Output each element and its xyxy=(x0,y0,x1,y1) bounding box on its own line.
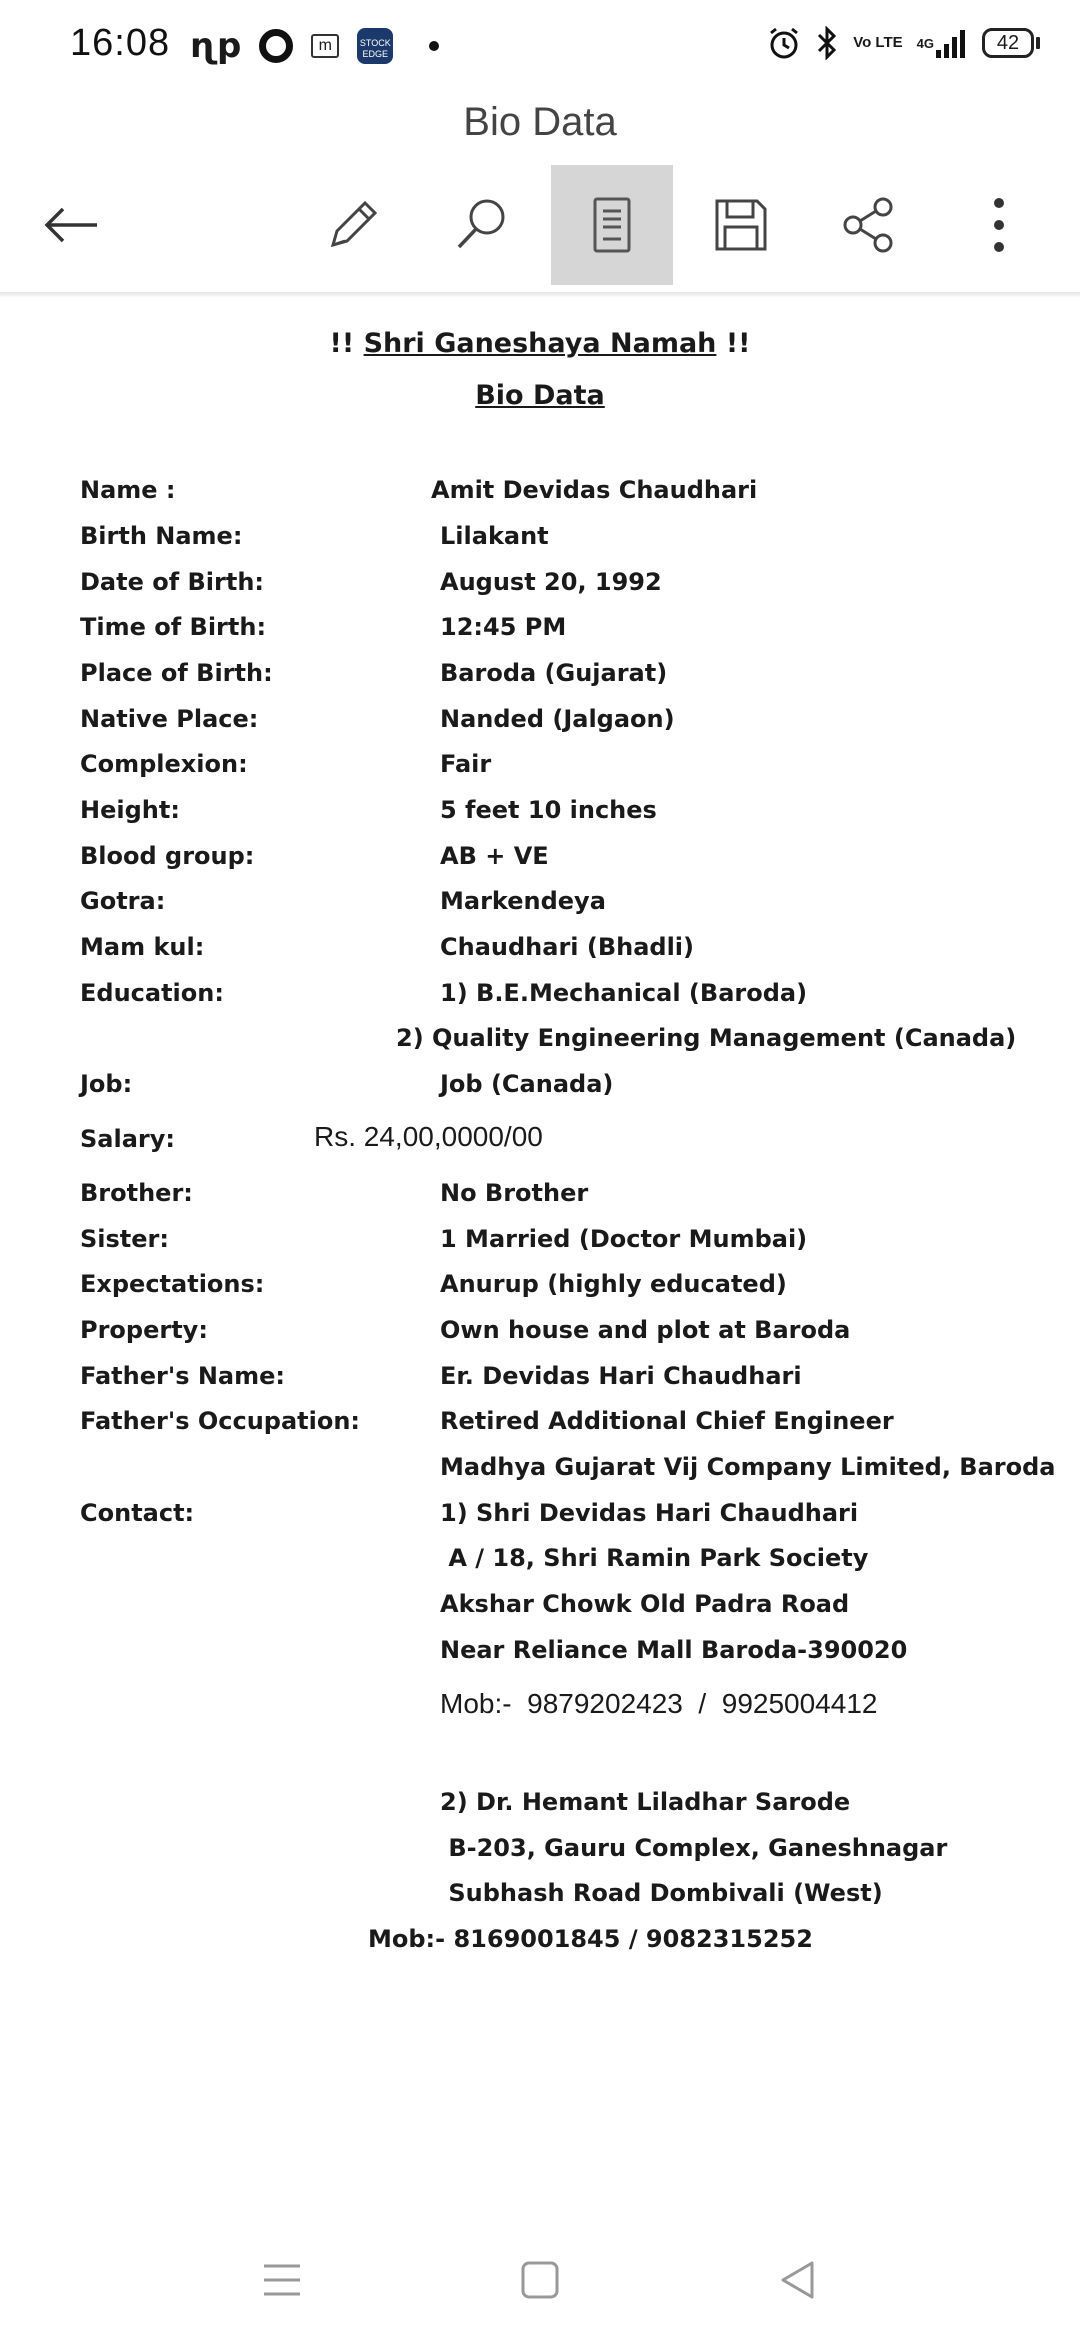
row-label: Mam kul: xyxy=(80,933,205,961)
invocation-line xyxy=(0,328,1080,359)
system-nav-bar xyxy=(0,2220,1080,2330)
row-value: 2) Dr. Hemant Liladhar Sarode xyxy=(440,1788,851,1816)
row-value: Markendeya xyxy=(440,887,606,915)
edit-button[interactable] xyxy=(292,165,414,285)
row-label: Sister: xyxy=(80,1225,169,1253)
back-nav-button[interactable] xyxy=(768,2250,828,2310)
volte-icon: Vo LTE xyxy=(853,34,903,51)
row-label: Place of Birth: xyxy=(80,659,273,687)
row-value: Lilakant xyxy=(440,522,549,550)
salary-value: Rs. 24,00,0000/00 xyxy=(314,1121,543,1152)
row-value: No Brother xyxy=(440,1179,589,1207)
row-label: Father's Name: xyxy=(80,1362,286,1390)
row-value: Anurup (highly educated) xyxy=(440,1270,787,1298)
row-label: Salary: xyxy=(80,1125,175,1153)
row-value: 5 feet 10 inches xyxy=(440,796,657,824)
status-right-icons xyxy=(767,26,1040,60)
row-label: Complexion: xyxy=(80,750,248,778)
row-value: Er. Devidas Hari Chaudhari xyxy=(440,1362,802,1390)
row-label: Brother: xyxy=(80,1179,193,1207)
row-label: Blood group: xyxy=(80,842,255,870)
ring-app-icon xyxy=(259,29,293,63)
recent-apps-button[interactable] xyxy=(252,2250,312,2310)
row-value: Subhash Road Dombivali (West) xyxy=(440,1879,883,1907)
row-value: 2) Quality Engineering Management (Canada) xyxy=(396,1024,1017,1052)
row-label: Contact: xyxy=(80,1499,195,1527)
row-label: Date of Birth: xyxy=(80,568,265,596)
back-arrow-icon xyxy=(41,205,101,245)
notification-dot xyxy=(429,41,439,51)
status-time: 16:08 xyxy=(70,22,171,64)
row-value: August 20, 1992 xyxy=(440,568,662,596)
more-options-button[interactable] xyxy=(938,165,1060,285)
back-button[interactable] xyxy=(10,165,132,285)
document-heading-text: Bio Data xyxy=(475,380,605,411)
row-value: Madhya Gujarat Vij Company Limited, Baroda xyxy=(440,1453,1056,1481)
invocation-suffix: !! xyxy=(716,328,751,359)
search-button[interactable] xyxy=(420,165,542,285)
row-value: A / 18, Shri Ramin Park Society xyxy=(440,1544,869,1572)
row-value: Retired Additional Chief Engineer xyxy=(440,1407,894,1435)
home-button[interactable] xyxy=(510,2250,570,2310)
toolbar-divider xyxy=(0,292,1080,298)
row-label: Father's Occupation: xyxy=(80,1407,361,1435)
row-value: Fair xyxy=(440,750,492,778)
document-page xyxy=(0,300,1080,2180)
row-label: Education: xyxy=(80,979,224,1007)
battery-level: 42 xyxy=(982,28,1034,58)
bluetooth-icon xyxy=(815,26,839,60)
stock-edge-icon: STOCK EDGE xyxy=(357,28,393,64)
save-icon xyxy=(711,195,771,255)
edit-pencil-icon xyxy=(323,195,383,255)
row-value: Near Reliance Mall Baroda-390020 xyxy=(440,1636,908,1664)
row-value: 1 Married (Doctor Mumbai) xyxy=(440,1225,808,1253)
row-label: Job: xyxy=(80,1070,133,1098)
reading-mode-button[interactable] xyxy=(551,165,673,285)
share-button[interactable] xyxy=(808,165,930,285)
row-value: B-203, Gauru Complex, Ganeshnagar xyxy=(440,1834,948,1862)
home-icon xyxy=(520,2260,560,2300)
row-label: Property: xyxy=(80,1316,208,1344)
recent-apps-icon xyxy=(262,2260,302,2300)
row-label: Gotra: xyxy=(80,887,166,915)
back-icon xyxy=(778,2260,818,2300)
row-label: Height: xyxy=(80,796,180,824)
row-value: Akshar Chowk Old Padra Road xyxy=(440,1590,850,1618)
status-left-icons xyxy=(190,26,439,66)
row-value: 1) B.E.Mechanical (Baroda) xyxy=(440,979,808,1007)
row-label: Name : xyxy=(80,476,176,504)
row-value: Amit Devidas Chaudhari xyxy=(431,476,758,504)
row-value: 12:45 PM xyxy=(440,613,567,641)
row-value: Job (Canada) xyxy=(440,1070,614,1098)
row-label: Birth Name: xyxy=(80,522,243,550)
battery-icon xyxy=(982,28,1040,58)
row-value: 1) Shri Devidas Hari Chaudhari xyxy=(440,1499,859,1527)
search-icon xyxy=(451,195,511,255)
row-value: AB + VE xyxy=(440,842,549,870)
document-title: Bio Data xyxy=(463,100,617,144)
row-value: Baroda (Gujarat) xyxy=(440,659,668,687)
save-button[interactable] xyxy=(680,165,802,285)
reading-mode-icon xyxy=(587,195,637,255)
toolbar xyxy=(0,165,1080,285)
network-type-label: 4G xyxy=(916,35,934,51)
document-heading xyxy=(0,380,1080,411)
share-icon xyxy=(839,195,899,255)
row-value: Chaudhari (Bhadli) xyxy=(440,933,695,961)
row-label: Time of Birth: xyxy=(80,613,267,641)
invocation-prefix: !! xyxy=(329,328,364,359)
np-icon: ɳp xyxy=(190,26,242,66)
more-vert-icon xyxy=(989,195,1009,255)
status-bar xyxy=(0,0,1080,95)
row-label: Native Place: xyxy=(80,705,259,733)
mobile-numbers: Mob:- 8169001845 / 9082315252 xyxy=(368,1925,813,1953)
m-app-icon: m xyxy=(311,34,339,58)
row-value: Own house and plot at Baroda xyxy=(440,1316,851,1344)
row-label: Expectations: xyxy=(80,1270,265,1298)
invocation-text: Shri Ganeshaya Namah xyxy=(363,328,717,359)
4g-signal-icon xyxy=(917,26,968,60)
row-value: Nanded (Jalgaon) xyxy=(440,705,675,733)
mobile-numbers: Mob:- 9879202423 / 9925004412 xyxy=(440,1688,878,1719)
alarm-icon xyxy=(767,26,801,60)
